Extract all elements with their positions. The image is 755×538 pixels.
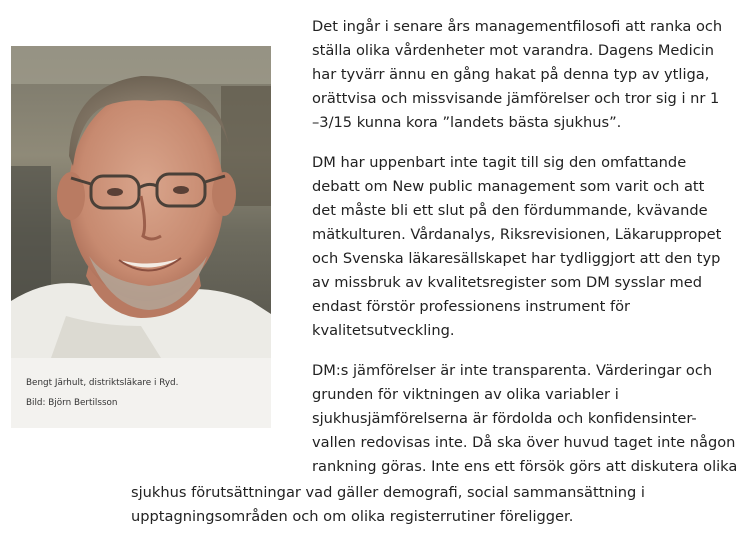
text-line: upptagningsområden och om olika registerrutiner föreligger.	[131, 508, 574, 525]
text-line: rankning göras. Inte ens ett försök görs att diskutera olika	[312, 458, 738, 475]
text-line: endast förstör professionens instrument för	[312, 298, 631, 315]
caption-text: Bengt Järhult, distriktsläkare i Ryd.	[26, 378, 179, 388]
text-line: orättvisa och missvisande jämförelser och tror sig i nr 1	[312, 90, 720, 107]
portrait-photo	[11, 46, 271, 358]
text-line: sjukhusjämförelserna är fördolda och konfidensinter-	[312, 410, 697, 427]
text-line: –3/15 kunna kora ”landets bästa sjukhus”.	[312, 114, 622, 131]
photo-credit: Bild: Björn Bertilsson	[26, 398, 118, 408]
article-figure	[11, 46, 271, 428]
text-line: har tyvärr ännu en gång hakat på denna typ av ytliga,	[312, 66, 710, 83]
text-line: kvalitetsutveckling.	[312, 322, 455, 339]
text-line: grunden för viktningen av olika variabler i	[312, 386, 619, 403]
text-line: det måste bli ett slut på den fördummande, kvävande	[312, 202, 708, 219]
text-line: DM har uppenbart inte tagit till sig den omfattande	[312, 154, 687, 171]
text-line: ställa olika vårdenheter mot varandra. Dagens Medicin	[312, 42, 715, 59]
text-line: av missbruk av kvalitetsregister som DM sysslar med	[312, 274, 702, 291]
text-line: DM:s jämförelser är inte transparenta. Värderingar och	[312, 362, 713, 379]
text-line: debatt om New public management som varit och att	[312, 178, 705, 195]
text-line: Det ingår i senare års managementfilosofi att ranka och	[312, 18, 723, 35]
text-line: och Svenska läkaresällskapet har tydliggjort att den typ	[312, 250, 721, 267]
text-line: vallen redovisas inte. Då ska över huvud taget inte någon	[312, 434, 736, 451]
text-line: mätkulturen. Vårdanalys, Riksrevisionen, Läkaruppropet	[312, 226, 722, 243]
photo-caption	[26, 373, 266, 413]
text-line: sjukhus förutsättningar vad gäller demografi, social sammansättning i	[131, 484, 645, 501]
